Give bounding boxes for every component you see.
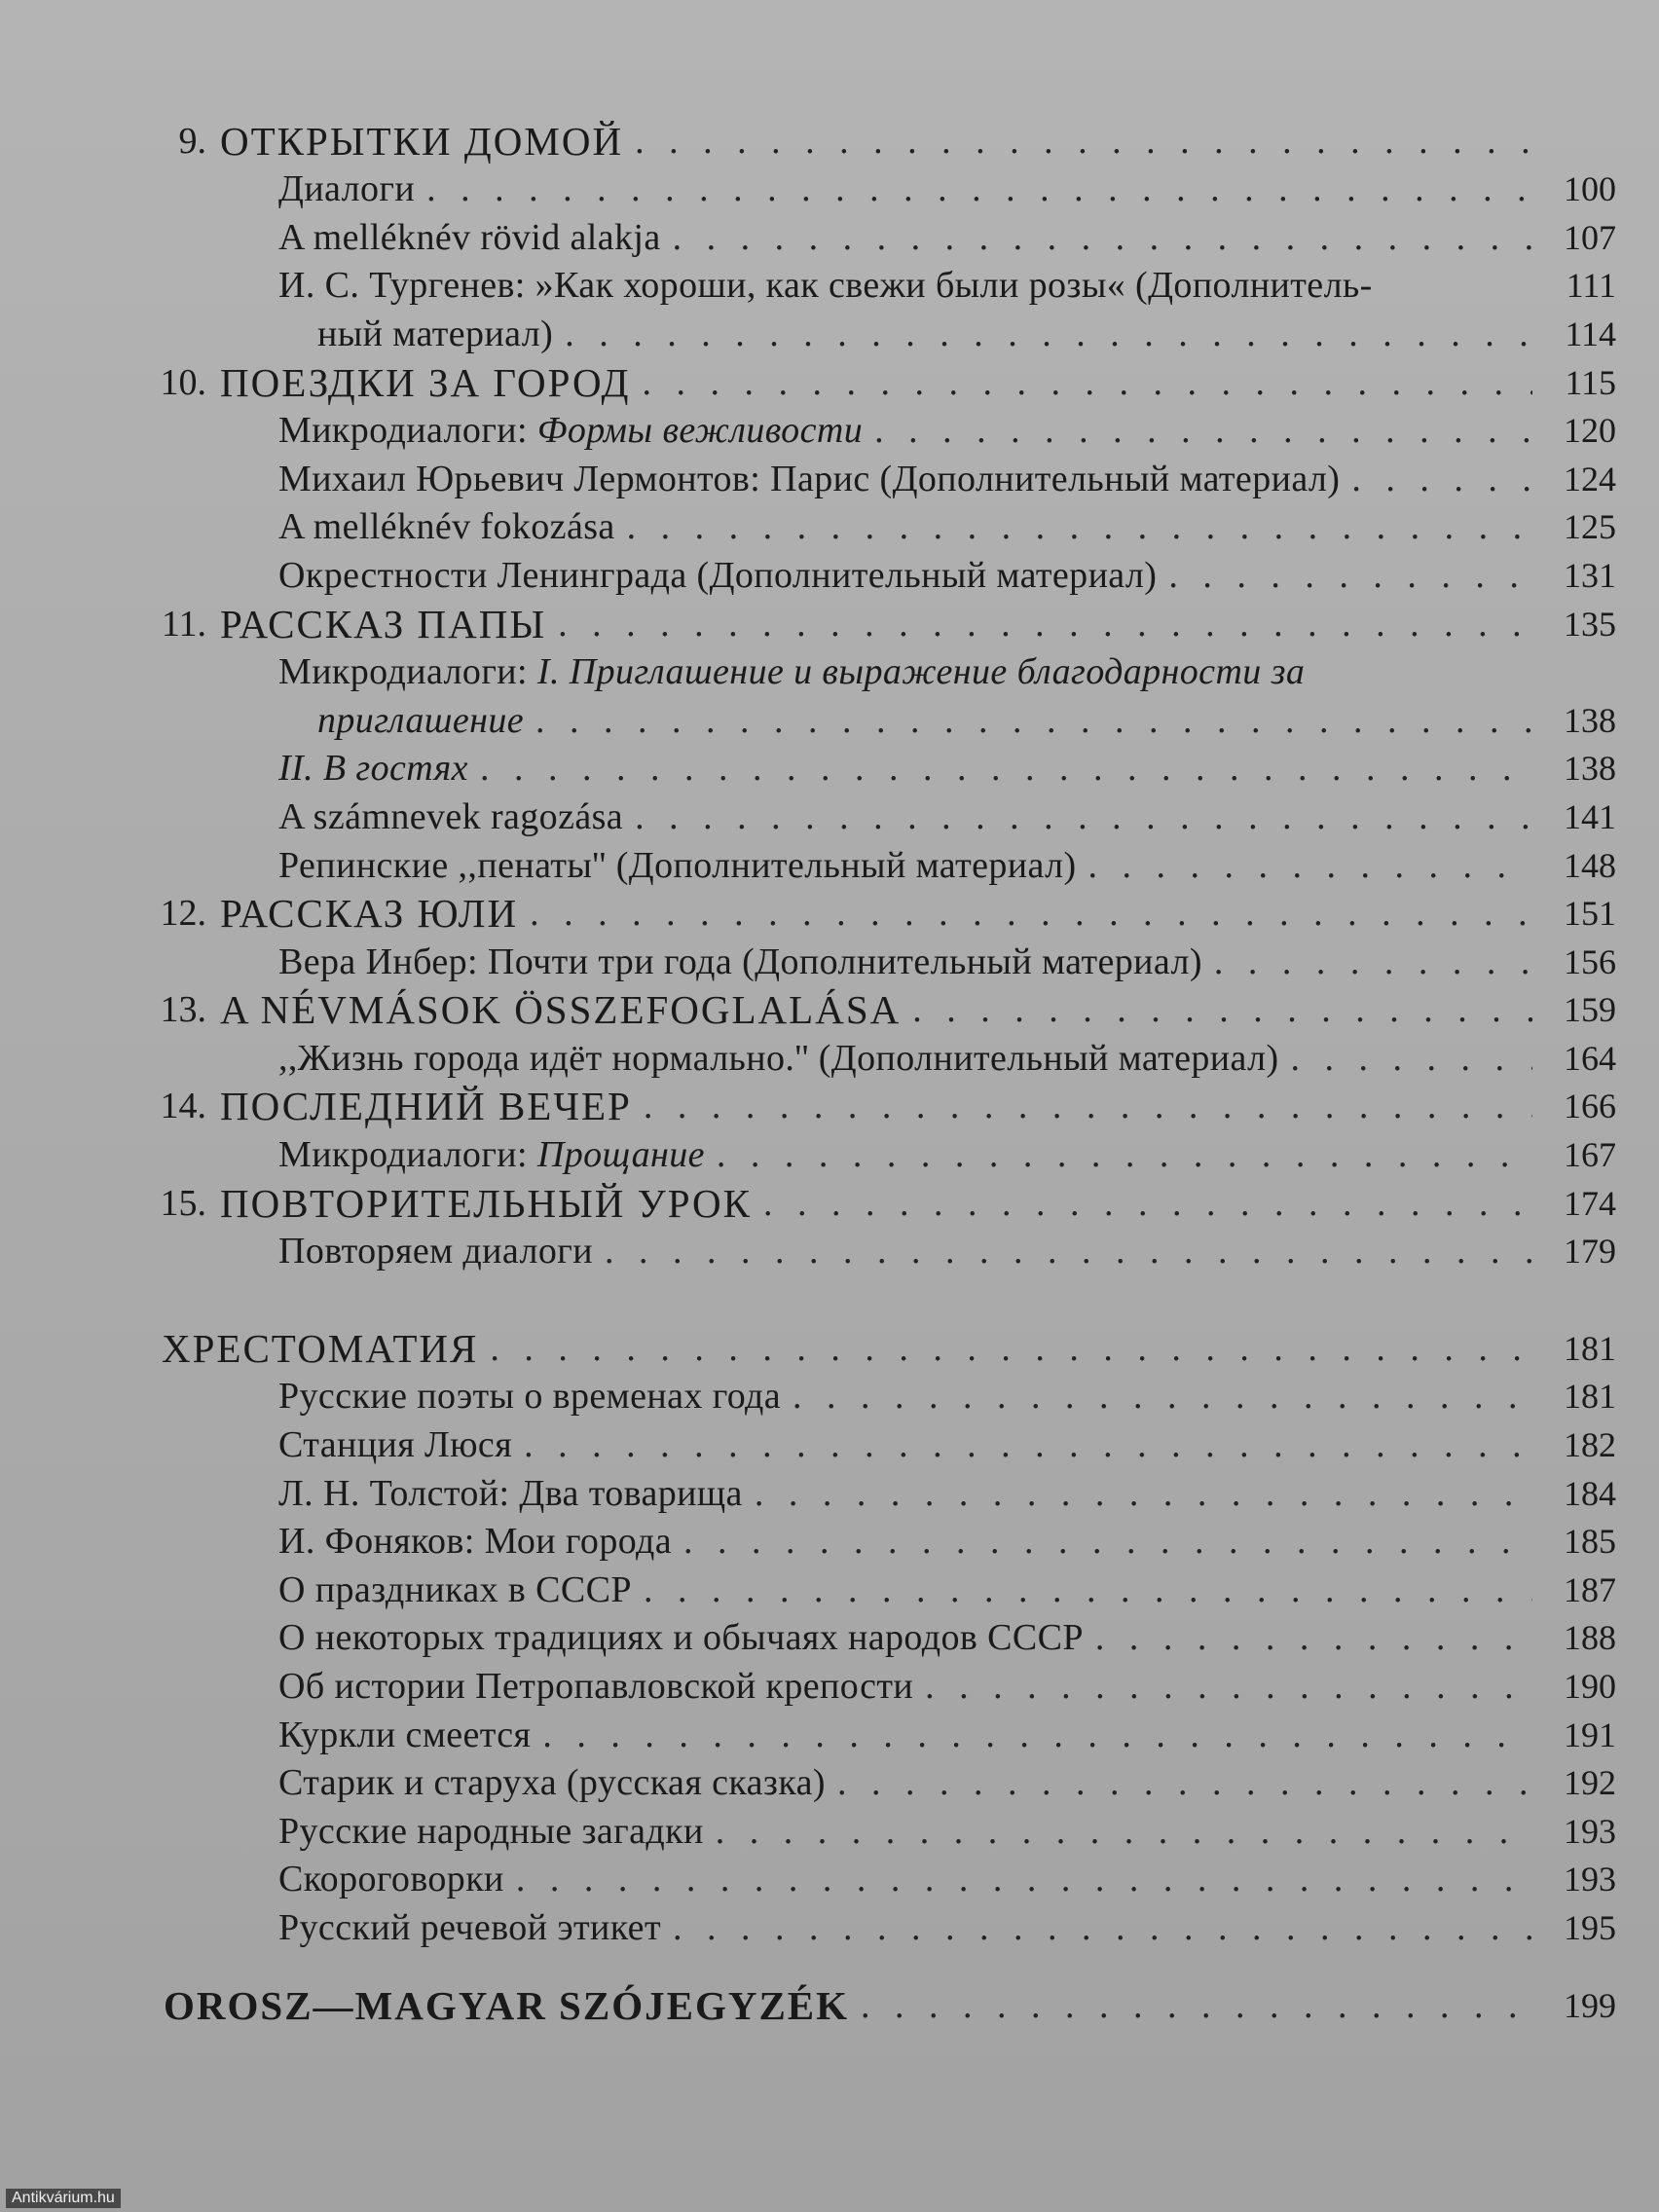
entry-title: Окрестности Ленинграда (Дополнительный материал) xyxy=(278,554,1158,596)
dot-leader xyxy=(426,166,1532,211)
entry-title: Русский речевой этикет xyxy=(278,1906,661,1948)
toc-row[interactable] xyxy=(117,1805,1616,1854)
toc-row[interactable] xyxy=(117,743,1616,792)
entry-title: A melléknév rövid alakja xyxy=(278,216,661,258)
page-number: 181 xyxy=(1564,1377,1616,1417)
entry-title: Станция Люся xyxy=(278,1424,513,1466)
toc-row[interactable] xyxy=(117,1032,1616,1081)
page-number: 114 xyxy=(1565,313,1616,353)
page-number: 181 xyxy=(1564,1328,1616,1368)
dot-leader xyxy=(755,1471,1532,1516)
page-number: 190 xyxy=(1564,1667,1616,1706)
chapter-number: 11. xyxy=(161,603,206,645)
dot-leader xyxy=(1214,940,1532,984)
dot-leader xyxy=(837,1760,1532,1805)
entry-title: приглашение xyxy=(317,699,525,741)
dot-leader xyxy=(516,1857,1532,1901)
page-number: 195 xyxy=(1564,1907,1616,1947)
dot-leader xyxy=(1095,1615,1532,1660)
page-number: 107 xyxy=(1564,217,1616,257)
entry-title: ,,Жизнь города идёт нормально.'' (Дополнительный материал) xyxy=(278,1037,1279,1079)
dot-leader xyxy=(716,1809,1532,1854)
toc-row[interactable] xyxy=(117,1226,1616,1274)
entry-title: О некоторых традициях и обычаях народов СССР xyxy=(278,1617,1084,1659)
toc-row[interactable] xyxy=(117,1322,1616,1371)
dot-leader xyxy=(683,1519,1532,1564)
entry-title: A számnevek ragozása xyxy=(278,795,624,837)
page-number: 141 xyxy=(1564,796,1616,836)
section-title: OROSZ—MAGYAR SZÓJEGYZÉK xyxy=(164,1982,850,2028)
toc-row[interactable] xyxy=(117,1660,1616,1709)
toc-row[interactable] xyxy=(117,984,1616,1033)
page-number: 167 xyxy=(1564,1135,1616,1175)
page-number: 166 xyxy=(1564,1087,1616,1126)
dot-leader xyxy=(793,1374,1532,1419)
chapter-number: 15. xyxy=(160,1182,206,1224)
entry-title: Микродиалоги: Прощание xyxy=(278,1134,705,1176)
watermark: Antikvárium.hu xyxy=(6,2189,121,2208)
entry-title: Об истории Петропавловской крепости xyxy=(278,1666,914,1707)
page-number: 174 xyxy=(1564,1183,1616,1223)
section-title: ХРЕСТОМАТИЯ xyxy=(162,1325,479,1371)
entry-title: II. В гостях xyxy=(278,748,468,790)
toc-row[interactable] xyxy=(117,694,1616,743)
dot-leader xyxy=(643,360,1533,405)
toc-row[interactable] xyxy=(117,356,1616,405)
dot-leader xyxy=(530,891,1532,936)
toc-row[interactable] xyxy=(117,646,1616,695)
chapter-number: 13. xyxy=(160,989,206,1031)
chapter-title: A NÉVMÁSOK ÖSSZEFOGLALÁSA xyxy=(220,987,902,1033)
dot-leader xyxy=(558,602,1532,646)
toc-row[interactable] xyxy=(117,453,1616,501)
toc-row[interactable] xyxy=(117,1177,1616,1226)
toc-row[interactable] xyxy=(117,1979,1616,2028)
entry-title: Скороговорки xyxy=(278,1859,504,1900)
chapter-number: 9. xyxy=(178,120,206,162)
dot-leader xyxy=(1291,1036,1532,1081)
chapter-number: 12. xyxy=(160,893,206,935)
dot-leader xyxy=(605,1229,1532,1273)
toc-row[interactable] xyxy=(117,501,1616,550)
page-number: 135 xyxy=(1564,604,1616,644)
entry-title: О праздниках в СССР xyxy=(278,1568,632,1610)
dot-leader xyxy=(673,215,1532,260)
page-number: 138 xyxy=(1564,700,1616,740)
toc-row[interactable] xyxy=(117,260,1616,309)
toc-row[interactable] xyxy=(117,211,1616,260)
dot-leader xyxy=(1168,553,1532,598)
toc-row[interactable] xyxy=(117,1371,1616,1419)
toc-row[interactable] xyxy=(117,1128,1616,1177)
toc-row[interactable] xyxy=(117,1901,1616,1950)
toc-row[interactable] xyxy=(117,1516,1616,1565)
entry-title: Михаил Юрьевич Лермонтов: Парис (Дополнительный материал) xyxy=(278,458,1341,499)
entry-title: Репинские ,,пенаты'' (Дополнительный материал) xyxy=(278,844,1077,886)
page-number: 182 xyxy=(1564,1425,1616,1465)
toc-row[interactable] xyxy=(117,888,1616,937)
dot-leader xyxy=(524,1422,1532,1467)
page-number: 185 xyxy=(1564,1522,1616,1562)
entry-title: Русские народные загадки xyxy=(278,1810,704,1852)
dot-leader xyxy=(861,1983,1532,2028)
toc-row[interactable] xyxy=(117,936,1616,984)
dot-leader xyxy=(635,119,1532,164)
toc-row[interactable] xyxy=(117,1467,1616,1516)
chapter-title: ОТКРЫТКИ ДОМОЙ xyxy=(220,118,624,164)
page-number: 193 xyxy=(1564,1860,1616,1899)
page-number: 159 xyxy=(1564,990,1616,1030)
toc-row[interactable] xyxy=(117,1709,1616,1757)
entry-title: Повторяем диалоги xyxy=(278,1231,593,1272)
chapter-title: РАССКАЗ ПАПЫ xyxy=(220,601,547,646)
page-number: 184 xyxy=(1564,1473,1616,1513)
chapter-number: 10. xyxy=(160,361,206,403)
entry-title: Вера Инбер: Почти три года (Дополнительный материал) xyxy=(278,940,1202,982)
toc-row[interactable] xyxy=(117,1757,1616,1806)
toc-row[interactable] xyxy=(117,115,1616,164)
toc-row[interactable] xyxy=(117,164,1616,212)
entry-title: Диалоги xyxy=(278,168,416,210)
dot-leader xyxy=(565,312,1532,356)
toc-row[interactable] xyxy=(117,308,1616,356)
toc-row[interactable] xyxy=(117,1564,1616,1612)
entry-title: Русские поэты о временах года xyxy=(278,1376,782,1418)
dot-leader xyxy=(1088,843,1533,888)
dot-leader xyxy=(644,1084,1532,1128)
chapter-title: ПОВТОРИТЕЛЬНЫЙ УРОК xyxy=(220,1180,752,1226)
page-number: 138 xyxy=(1564,749,1616,789)
toc-row[interactable] xyxy=(117,1854,1616,1902)
entry-title: И. Фоняков: Мои города xyxy=(278,1521,673,1563)
dot-leader xyxy=(763,1181,1532,1226)
entry-title: Л. Н. Толстой: Два товарища xyxy=(278,1472,743,1514)
toc-row[interactable] xyxy=(117,549,1616,598)
page-number: 187 xyxy=(1564,1569,1616,1609)
chapter-title: ПОСЛЕДНИЙ ВЕЧЕР xyxy=(220,1084,632,1129)
toc-row[interactable] xyxy=(117,1081,1616,1129)
toc-row[interactable] xyxy=(117,1419,1616,1467)
chapter-number: 14. xyxy=(160,1086,206,1127)
page-number: 188 xyxy=(1564,1618,1616,1658)
page-number: 115 xyxy=(1565,362,1616,402)
page-number: 124 xyxy=(1564,459,1616,498)
entry-title: Куркли смеется xyxy=(278,1714,532,1755)
toc-row[interactable] xyxy=(117,1612,1616,1661)
dot-leader xyxy=(1351,457,1532,501)
dot-leader xyxy=(874,408,1532,453)
dot-leader xyxy=(925,1664,1532,1709)
page-number: 191 xyxy=(1564,1714,1616,1754)
entry-title: Микродиалоги: I. Приглашение и выражение благодарности за xyxy=(278,651,1306,693)
entry-title: A melléknév fokozása xyxy=(278,506,615,548)
table-of-contents xyxy=(117,115,1616,2028)
page-number: 156 xyxy=(1564,941,1616,981)
toc-row[interactable] xyxy=(117,839,1616,888)
chapter-title: ПОЕЗДКИ ЗА ГОРОД xyxy=(220,359,631,405)
entry-title: ный материал) xyxy=(317,313,554,354)
page-number: 199 xyxy=(1564,1985,1616,2025)
section-gap xyxy=(117,1950,1616,1979)
dot-leader xyxy=(542,1713,1532,1757)
entry-title: Микродиалоги: Формы вежливости xyxy=(278,410,864,452)
page-number: 151 xyxy=(1564,894,1616,934)
page-number: 131 xyxy=(1564,555,1616,595)
toc-row[interactable] xyxy=(117,598,1616,646)
page-number: 120 xyxy=(1564,411,1616,451)
dot-leader xyxy=(717,1132,1532,1177)
dot-leader xyxy=(490,1326,1532,1371)
page-number: 164 xyxy=(1564,1038,1616,1078)
page-number: 148 xyxy=(1564,845,1616,885)
page-number: 192 xyxy=(1564,1763,1616,1803)
dot-leader xyxy=(644,1567,1532,1612)
page-number: 193 xyxy=(1564,1811,1616,1851)
section-gap xyxy=(117,1273,1616,1322)
page-number: 179 xyxy=(1564,1232,1616,1272)
page-number: 111 xyxy=(1566,266,1616,306)
dot-leader xyxy=(912,987,1532,1032)
dot-leader xyxy=(673,1905,1532,1950)
chapter-title: РАССКАЗ ЮЛИ xyxy=(220,891,519,937)
dot-leader xyxy=(627,504,1532,549)
page-number: 100 xyxy=(1564,169,1616,209)
dot-leader xyxy=(480,746,1532,791)
toc-row[interactable] xyxy=(117,791,1616,839)
entry-title: Старик и старуха (русская сказка) xyxy=(278,1762,826,1804)
toc-row[interactable] xyxy=(117,405,1616,454)
dot-leader xyxy=(635,794,1532,839)
page-number: 125 xyxy=(1564,507,1616,547)
dot-leader xyxy=(535,698,1532,743)
entry-title: И. С. Тургенев: »Как хороши, как свежи были розы« (Дополнитель- xyxy=(278,265,1373,307)
